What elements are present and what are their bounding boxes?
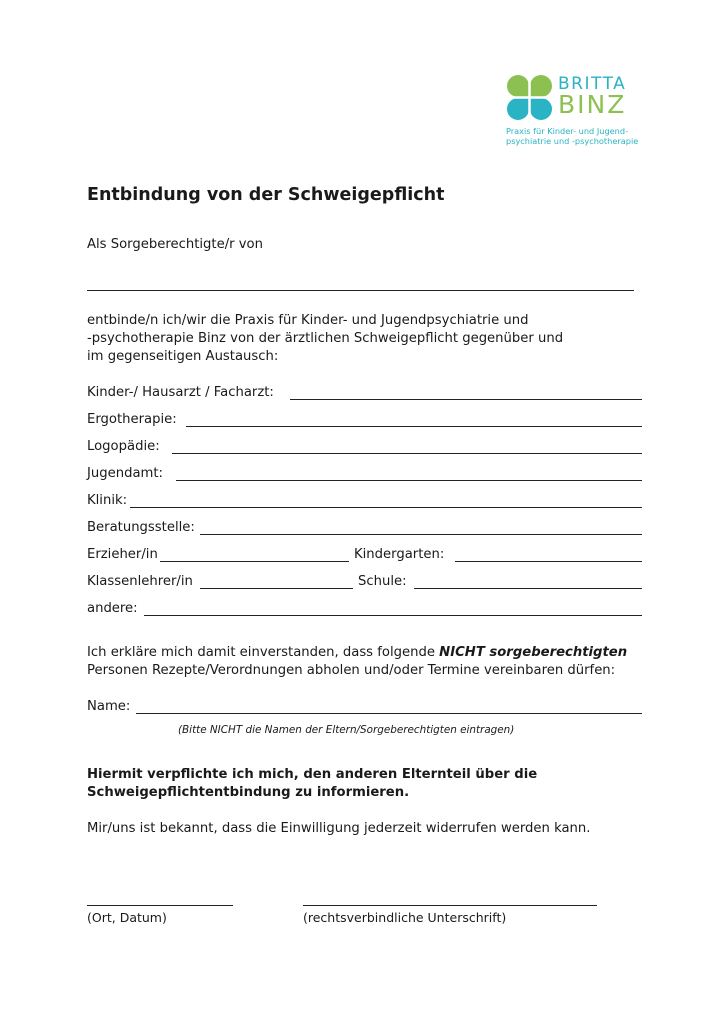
field-ergo-line[interactable] xyxy=(186,426,642,427)
name-line[interactable] xyxy=(136,713,642,714)
field-doctor-label: Kinder-/ Hausarzt / Facharzt: xyxy=(87,385,274,400)
logo-name-line1: BRITTA xyxy=(558,74,627,94)
four-leaf-clover-icon xyxy=(506,74,554,122)
intro-text: Als Sorgeberechtigte/r von xyxy=(87,237,263,252)
obligation-line-1: Hiermit verpflichte ich mich, den anderen Elternteil über die xyxy=(87,767,538,782)
field-school-label: Schule: xyxy=(358,574,407,589)
logo-subtitle-line1: Praxis für Kinder- und Jugend- xyxy=(506,126,629,136)
consent-line-1 xyxy=(87,644,627,662)
field-teacher-label: Klassenlehrer/in xyxy=(87,574,193,589)
field-clinic-line[interactable] xyxy=(130,507,642,508)
field-youth-office-line[interactable] xyxy=(176,480,642,481)
field-school-line[interactable] xyxy=(414,588,642,589)
field-educator-line[interactable] xyxy=(160,561,349,562)
logo-subtitle-line2: psychiatrie und -psychotherapie xyxy=(506,136,639,146)
field-teacher-line[interactable] xyxy=(200,588,353,589)
name-label: Name: xyxy=(87,699,131,714)
signature-label: (rechtsverbindliche Unterschrift) xyxy=(303,910,507,925)
logo-name-line2: BINZ xyxy=(558,90,627,119)
place-date-label: (Ort, Datum) xyxy=(87,910,167,925)
field-kindergarten-line[interactable] xyxy=(455,561,642,562)
logo xyxy=(506,74,646,154)
field-kindergarten-label: Kindergarten: xyxy=(354,547,445,562)
field-logopedics-line[interactable] xyxy=(172,453,642,454)
page-title: Entbindung von der Schweigepflicht xyxy=(87,185,445,205)
place-date-line[interactable] xyxy=(87,905,233,906)
field-clinic-label: Klinik: xyxy=(87,493,128,508)
child-name-line[interactable] xyxy=(87,290,634,291)
field-logopedics-label: Logopädie: xyxy=(87,439,160,454)
consent-emphasis: NICHT sorgeberechtigten xyxy=(439,645,628,660)
field-educator-label: Erzieher/in xyxy=(87,547,158,562)
obligation-line-2: Schweigepflichtentbindung zu informieren. xyxy=(87,785,410,800)
signature-line[interactable] xyxy=(303,905,597,906)
field-counseling-label: Beratungsstelle: xyxy=(87,520,195,535)
consent-text: Ich erkläre mich damit einverstanden, dass folgende xyxy=(87,645,440,660)
field-ergo-label: Ergotherapie: xyxy=(87,412,177,427)
release-line-3: im gegenseitigen Austausch: xyxy=(87,349,279,364)
field-other-label: andere: xyxy=(87,601,138,616)
field-other-line[interactable] xyxy=(144,615,642,616)
release-line-1: entbinde/n ich/wir die Praxis für Kinder- und Jugendpsychiatrie und xyxy=(87,313,529,328)
name-hint: (Bitte NICHT die Namen der Eltern/Sorgeberechtigten eintragen) xyxy=(178,724,515,736)
revocation-text: Mir/uns ist bekannt, dass die Einwilligung jederzeit widerrufen werden kann. xyxy=(87,821,591,836)
field-doctor-line[interactable] xyxy=(290,399,642,400)
release-line-2: -psychotherapie Binz von der ärztlichen Schweigepflicht gegenüber und xyxy=(87,331,564,346)
field-counseling-line[interactable] xyxy=(200,534,642,535)
field-youth-office-label: Jugendamt: xyxy=(87,466,164,481)
consent-line-2: Personen Rezepte/Verordnungen abholen und/oder Termine vereinbaren dürfen: xyxy=(87,663,616,678)
